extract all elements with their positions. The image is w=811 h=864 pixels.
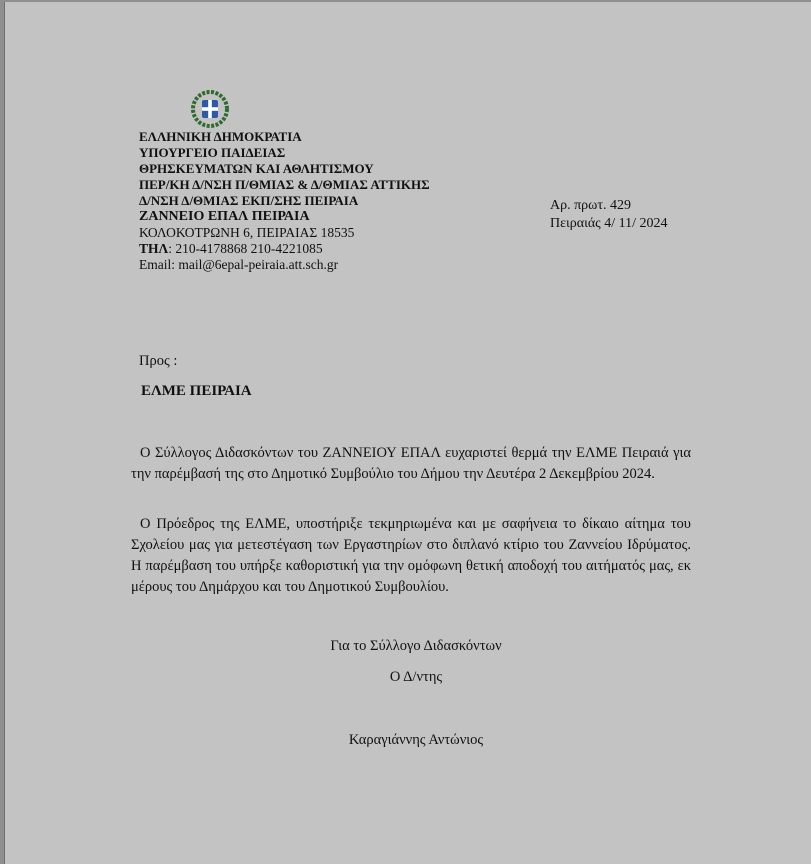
- header-line: ΥΠΟΥΡΓΕΙΟ ΠΑΙΔΕΙΑΣ: [139, 145, 286, 160]
- header-line: Δ/ΝΣΗ Δ/ΘΜΙΑΣ ΕΚΠ/ΣΗΣ ΠΕΙΡΑΙΑ: [139, 193, 359, 208]
- greek-coat-of-arms-icon: [190, 89, 230, 129]
- document-page: [4, 2, 811, 864]
- signature-title: Ο Δ/ντης: [389, 669, 443, 685]
- signature-for-line: Για το Σύλλογο Διδασκόντων: [330, 638, 502, 654]
- recipient-label: Προς :: [139, 353, 178, 369]
- signature-name: Καραγιάννης Αντώνιος: [348, 732, 484, 748]
- recipient-name: ΕΛΜΕ ΠΕΙΡΑΙΑ: [141, 383, 252, 399]
- header-line: ΠΕΡ/ΚΗ Δ/ΝΣΗ Π/ΘΜΙΑΣ & Δ/ΘΜΙΑΣ ΑΤΤΙΚΗΣ: [139, 177, 430, 192]
- school-email: Email: mail@6epal-peiraia.att.sch.gr: [139, 257, 339, 272]
- sender-header: [139, 129, 430, 273]
- header-line: ΘΡΗΣΚΕΥΜΑΤΩΝ ΚΑΙ ΑΘΛΗΤΙΣΜΟΥ: [139, 161, 374, 176]
- school-phone: [139, 241, 430, 257]
- header-line: ΕΛΛΗΝΙΚΗ ΔΗΜΟΚΡΑΤΙΑ: [139, 129, 302, 144]
- school-address: ΚΟΛΟΚΟΤΡΩΝΗ 6, ΠΕΙΡΑΙΑΣ 18535: [139, 225, 355, 240]
- phone-value: : 210-4178868 210-4221085: [168, 241, 323, 256]
- body-paragraph-1: Ο Σύλλογος Διδασκόντων του ΖΑΝΝΕΙΟΥ ΕΠΑΛ ευχαριστεί θερμά την ΕΛΜΕ Πειραιά για την παρέμβασή της στο Δημοτικό Συμβούλιο του Δήμου την Δευτέρα 2 Δεκεμβρίου 2024.: [131, 445, 691, 482]
- protocol-number: Αρ. πρωτ. 429: [550, 198, 631, 213]
- phone-label: ΤΗΛ: [139, 241, 169, 256]
- body-paragraph-2: Ο Πρόεδρος της ΕΛΜΕ, υποστήριξε τεκμηριωμένα και με σαφήνεια το δίκαιο αίτημα του Σχολείου μας για μετεστέγαση των Εργαστηρίων στο διπλανό κτίριο του Ζαννείου Ιδρύματος. Η παρέμβαση του υπήρξε καθοριστική για την ομόφωνη θετική αποδοχή του αιτήματός μας, εκ μέρους του Δημάρχου και του Δημοτικού Συμβουλίου.: [131, 516, 691, 595]
- school-name: ΖΑΝΝΕΙΟ ΕΠΑΛ ΠΕΙΡΑΙΑ: [139, 209, 310, 224]
- protocol-block: [550, 197, 667, 233]
- protocol-date: Πειραιάς 4/ 11/ 2024: [550, 216, 668, 231]
